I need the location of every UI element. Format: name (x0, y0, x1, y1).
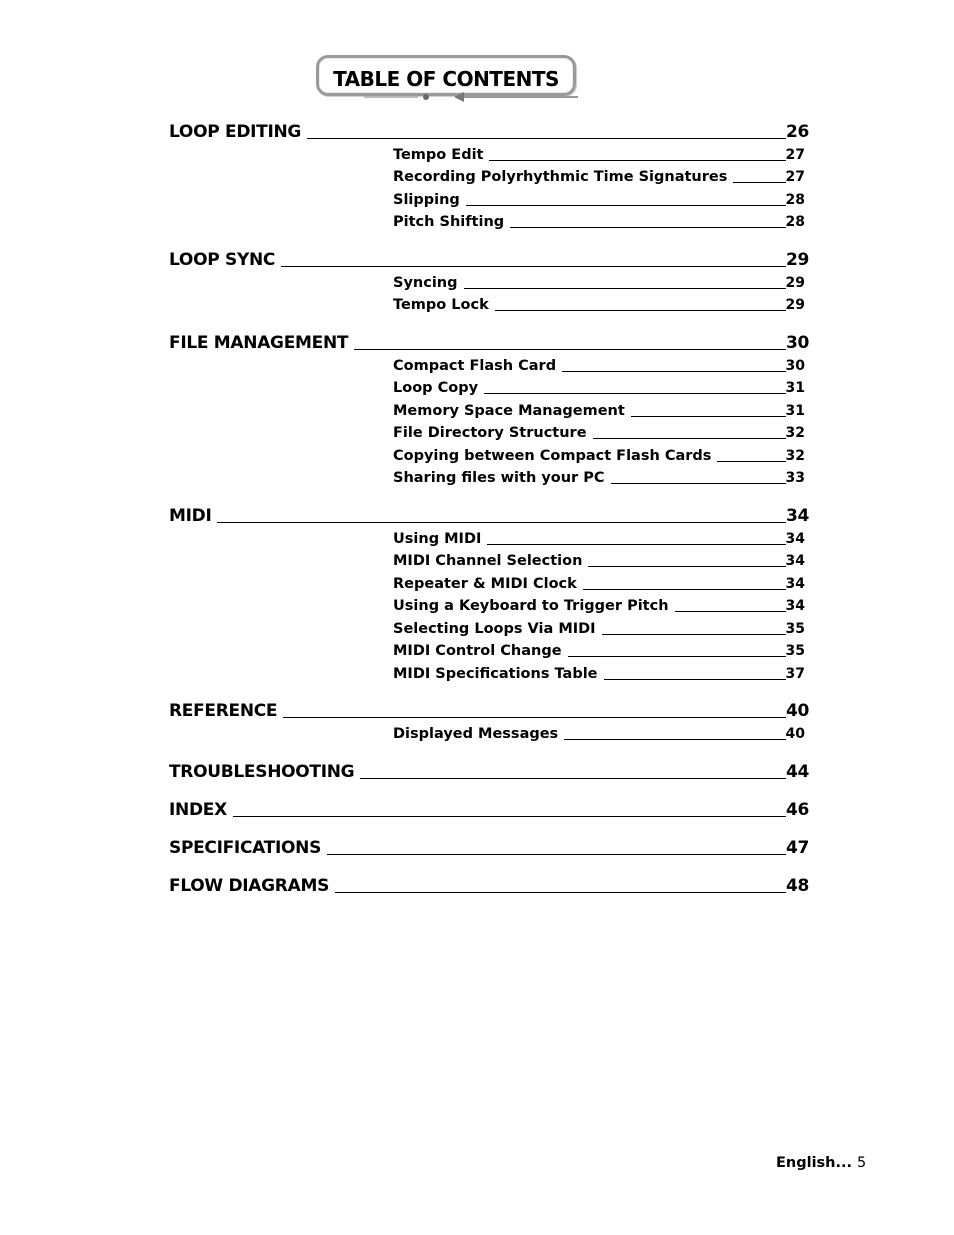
toc-leader-line (217, 522, 785, 523)
toc-page-number: 34 (785, 553, 805, 569)
toc-entry-label: MIDI (169, 506, 212, 526)
toc-page-number: 40 (785, 701, 809, 721)
toc-section-entry (169, 504, 809, 526)
toc-entry-label: Selecting Loops Via MIDI (393, 621, 596, 637)
toc-page-number: 27 (785, 169, 805, 185)
toc-subsection-entry (393, 446, 805, 464)
toc-page-number: 34 (785, 506, 809, 526)
toc-entry-label: FLOW DIAGRAMS (169, 876, 330, 896)
toc-page-number: 26 (785, 122, 809, 142)
page-title: TABLE OF CONTENTS (333, 67, 559, 91)
toc-leader-line (327, 854, 786, 855)
toc-entry-label: REFERENCE (169, 701, 278, 721)
toc-page-number: 29 (785, 297, 805, 313)
toc-section-entry (169, 836, 809, 858)
toc-leader-line (593, 438, 786, 439)
toc-entry-label: LOOP EDITING (169, 122, 302, 142)
toc-subsection-entry (393, 167, 805, 185)
toc-subsection-entry (393, 401, 805, 419)
toc-entry-label: LOOP SYNC (169, 250, 276, 270)
toc-leader-line (233, 816, 786, 817)
toc-subsection-entry (393, 145, 805, 163)
toc-page-number: 33 (785, 470, 805, 486)
toc-leader-line (281, 266, 786, 267)
toc-page-number: 28 (785, 214, 805, 230)
title-decoration (364, 90, 584, 104)
toc-page-number: 35 (785, 621, 805, 637)
toc-entry-label: MIDI Control Change (393, 643, 562, 659)
toc-subsection-entry (393, 619, 805, 637)
toc-page-number: 32 (785, 448, 805, 464)
toc-leader-line (335, 892, 786, 893)
toc-page-number: 47 (785, 838, 809, 858)
toc-section-entry (169, 760, 809, 782)
toc-entry-label: MIDI Channel Selection (393, 553, 583, 569)
toc-section-entry (169, 874, 809, 896)
toc-entry-label: Syncing (393, 275, 458, 291)
toc-subsection-entry (393, 273, 805, 291)
toc-leader-line (487, 544, 785, 545)
toc-page-number: 35 (785, 643, 805, 659)
toc-leader-line (604, 679, 786, 680)
toc-entry-label: Displayed Messages (393, 726, 559, 742)
toc-section-entry (169, 699, 809, 721)
toc-page-number: 30 (785, 358, 805, 374)
toc-entry-label: Using a Keyboard to Trigger Pitch (393, 598, 669, 614)
toc-entry-label: Compact Flash Card (393, 358, 557, 374)
toc-page-number: 27 (785, 147, 805, 163)
toc-entry-label: SPECIFICATIONS (169, 838, 322, 858)
toc-entry-label: Recording Polyrhythmic Time Signatures (393, 169, 728, 185)
toc-page-number: 48 (785, 876, 809, 896)
toc-entry-label: Sharing files with your PC (393, 470, 605, 486)
toc-leader-line (354, 349, 786, 350)
toc-subsection-entry (393, 529, 805, 547)
toc-section-entry (169, 798, 809, 820)
toc-page-number: 37 (785, 666, 805, 682)
toc-leader-line (562, 371, 785, 372)
toc-leader-line (495, 310, 786, 311)
toc-entry-label: Repeater & MIDI Clock (393, 576, 577, 592)
toc-subsection-entry (393, 641, 805, 659)
toc-subsection-entry (393, 574, 805, 592)
toc-entry-label: FILE MANAGEMENT (169, 333, 349, 353)
toc-leader-line (733, 182, 785, 183)
toc-leader-line (611, 483, 786, 484)
toc-subsection-entry (393, 356, 805, 374)
toc-page-number: 44 (785, 762, 809, 782)
toc-subsection-entry (393, 423, 805, 441)
toc-leader-line (588, 566, 785, 567)
toc-leader-line (466, 205, 786, 206)
toc-leader-line (307, 138, 786, 139)
toc-leader-line (717, 461, 785, 462)
toc-subsection-entry (393, 212, 805, 230)
toc-subsection-entry (393, 551, 805, 569)
toc-page-number: 34 (785, 531, 805, 547)
toc-subsection-entry (393, 468, 805, 486)
toc-page-number: 28 (785, 192, 805, 208)
toc-leader-line (489, 160, 785, 161)
page-number: 5 (857, 1155, 867, 1171)
toc-leader-line (675, 611, 786, 612)
toc-subsection-entry (393, 724, 805, 742)
toc-page-number: 29 (785, 275, 805, 291)
toc-entry-label: TROUBLESHOOTING (169, 762, 355, 782)
toc-page-number: 34 (785, 576, 805, 592)
toc-page-number: 32 (785, 425, 805, 441)
toc-leader-line (602, 634, 786, 635)
toc-leader-line (283, 717, 786, 718)
toc-leader-line (564, 739, 785, 740)
toc-page-number: 31 (785, 403, 805, 419)
toc-entry-label: Tempo Edit (393, 147, 484, 163)
toc-entry-label: INDEX (169, 800, 227, 820)
toc-page-number: 29 (785, 250, 809, 270)
toc-entry-label: Pitch Shifting (393, 214, 505, 230)
toc-page-number: 40 (785, 726, 805, 742)
toc-leader-line (583, 589, 786, 590)
footer-language-label: English... (776, 1155, 853, 1171)
toc-leader-line (568, 656, 786, 657)
toc-subsection-entry (393, 664, 805, 682)
toc-section-entry (169, 331, 809, 353)
toc-leader-line (484, 393, 785, 394)
toc-page-number: 46 (785, 800, 809, 820)
toc-page-number: 30 (785, 333, 809, 353)
toc-section-entry (169, 248, 809, 270)
toc-leader-line (464, 288, 786, 289)
toc-entry-label: File Directory Structure (393, 425, 587, 441)
toc-page-number: 34 (785, 598, 805, 614)
toc-entry-label: MIDI Specifications Table (393, 666, 598, 682)
toc-subsection-entry (393, 190, 805, 208)
toc-subsection-entry (393, 378, 805, 396)
toc-section-entry (169, 120, 809, 142)
toc-leader-line (360, 778, 786, 779)
toc-leader-line (631, 416, 786, 417)
toc-entry-label: Copying between Compact Flash Cards (393, 448, 712, 464)
toc-entry-label: Slipping (393, 192, 460, 208)
toc-subsection-entry (393, 596, 805, 614)
toc-subsection-entry (393, 295, 805, 313)
toc-entry-label: Using MIDI (393, 531, 482, 547)
toc-entry-label: Memory Space Management (393, 403, 625, 419)
toc-page-number: 31 (785, 380, 805, 396)
toc-leader-line (510, 227, 785, 228)
toc-entry-label: Loop Copy (393, 380, 479, 396)
toc-entry-label: Tempo Lock (393, 297, 489, 313)
